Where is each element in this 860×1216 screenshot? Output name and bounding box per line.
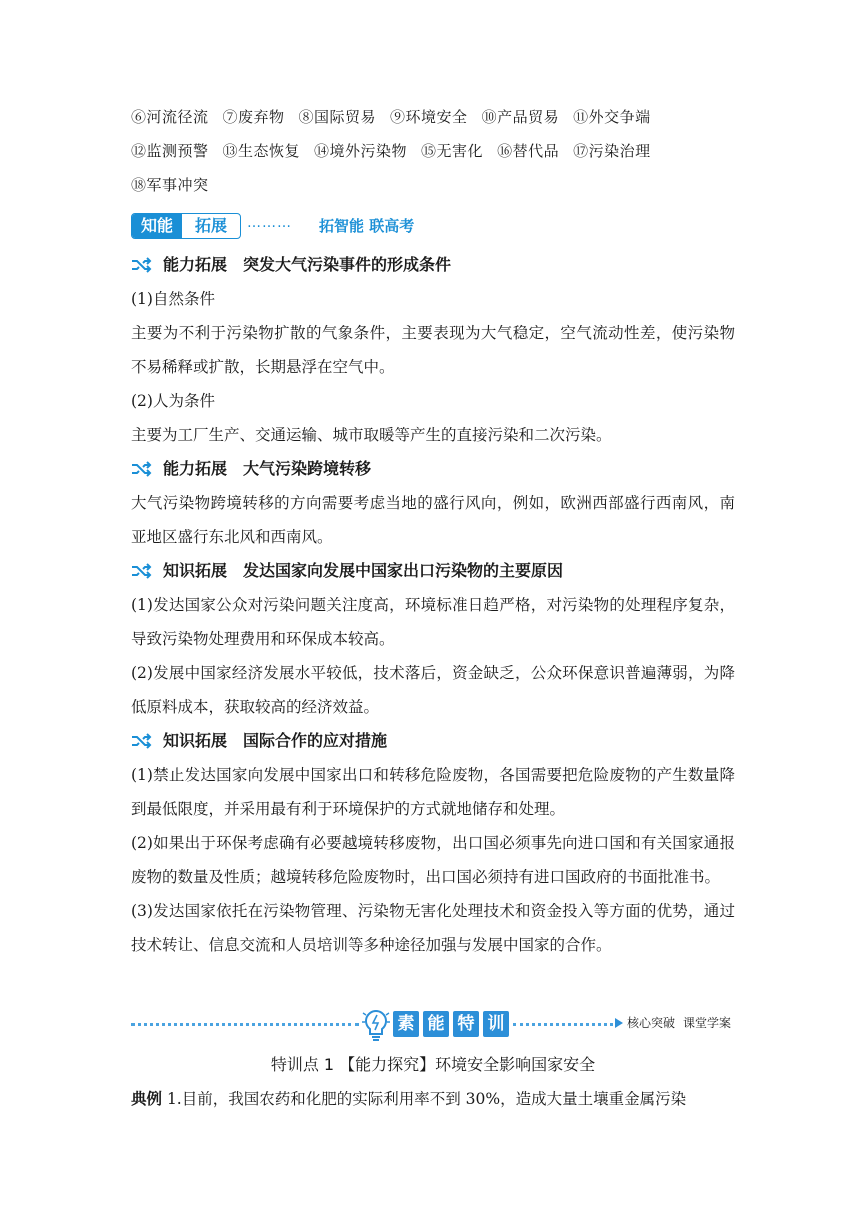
section-heading xyxy=(131,554,735,588)
paragraph: (3)发达国家依托在污染物管理、污染物无害化处理技术和资金投入等方面的优势，通过技术转让、信息交流和人员培训等多种途径加强与发展中国家的合作。 xyxy=(131,902,735,954)
banner-tile: 特 xyxy=(453,1011,479,1037)
key-term: ⑨环境安全 xyxy=(390,108,468,126)
section-type: 能力拓展 xyxy=(163,255,228,274)
section-title: 突发大气污染事件的形成条件 xyxy=(243,255,452,274)
expansion-body xyxy=(131,248,735,962)
zhineng-tuozhan-header xyxy=(131,210,441,240)
triangle-arrow-icon xyxy=(615,1018,623,1028)
shuffle-icon xyxy=(131,461,153,477)
section-heading xyxy=(131,248,735,282)
section-type: 能力拓展 xyxy=(163,459,228,478)
paragraph: 大气污染物跨境转移的方向需要考虑当地的盛行风向，例如，欧洲西部盛行西南风，南亚地区盛行东北风和西南风。 xyxy=(131,494,735,546)
key-term: ⑧国际贸易 xyxy=(298,108,377,126)
key-term: ⑯替代品 xyxy=(497,142,560,160)
section-title: 大气污染跨境转移 xyxy=(243,459,372,478)
badge-subtitle: 拓智能 联高考 xyxy=(319,217,415,235)
paragraph: 主要为工厂生产、交通运输、城市取暖等产生的直接污染和二次污染。 xyxy=(131,426,612,444)
section-badge xyxy=(131,213,241,239)
key-term: ⑭境外污染物 xyxy=(314,142,408,160)
paragraph: (1)禁止发达国家向发展中国家出口和转移危险废物，各国需要把危险废物的产生数量降到最低限度，并采用最有利于环境保护的方式就地储存和处理。 xyxy=(131,766,735,818)
banner-tiles xyxy=(393,1011,513,1037)
banner-tile: 训 xyxy=(483,1011,509,1037)
page-content xyxy=(131,100,735,1108)
banner-tile: 能 xyxy=(423,1011,449,1037)
example-label: 典例 xyxy=(131,1090,163,1108)
section-type: 知识拓展 xyxy=(163,731,228,750)
training-point-title: 特训点 1 【能力探究】环境安全影响国家安全 xyxy=(270,1055,596,1074)
key-term: ⑮无害化 xyxy=(421,142,484,160)
suneng-texun-banner xyxy=(131,1005,735,1045)
paragraph: (2)人为条件 xyxy=(131,392,215,410)
paragraph: (2)发展中国家经济发展水平较低，技术落后，资金缺乏，公众环保意识普遍薄弱，为降低原料成本，获取较高的经济效益。 xyxy=(131,664,735,716)
key-term: ⑫监测预警 xyxy=(131,142,209,160)
key-term: ⑥河流径流 xyxy=(131,108,209,126)
badge-dots: ……… xyxy=(247,215,292,231)
badge-left-text: 知能 xyxy=(132,214,182,238)
shuffle-icon xyxy=(131,733,153,749)
key-terms-line-2 xyxy=(131,134,735,168)
paragraph: 主要为不利于污染物扩散的气象条件，主要表现为大气稳定，空气流动性差，使污染物不易稀释或扩散，长期悬浮在空气中。 xyxy=(131,324,735,376)
banner-label: 课堂学案 xyxy=(683,1016,732,1030)
paragraph: (1)发达国家公众对污染问题关注度高，环境标准日趋严格，对污染物的处理程序复杂，导致污染物处理费用和环保成本较高。 xyxy=(131,596,735,648)
example-line xyxy=(131,1082,735,1116)
section-title: 国际合作的应对措施 xyxy=(243,731,388,750)
key-term: ⑱军事冲突 xyxy=(131,176,209,194)
shuffle-icon xyxy=(131,563,153,579)
banner-label: 核心突破 xyxy=(627,1016,676,1030)
section-title: 发达国家向发展中国家出口污染物的主要原因 xyxy=(243,561,564,580)
key-terms-line-3 xyxy=(131,168,735,202)
section-type: 知识拓展 xyxy=(163,561,228,580)
key-term: ⑪外交争端 xyxy=(573,108,651,126)
banner-right-labels xyxy=(627,1014,739,1031)
badge-right-text: 拓展 xyxy=(194,216,227,235)
key-terms-line-1 xyxy=(131,100,735,134)
banner-dotted-line xyxy=(513,1023,613,1026)
shuffle-icon xyxy=(131,257,153,273)
section-heading xyxy=(131,724,735,758)
paragraph: (2)如果出于环保考虑确有必要越境转移废物，出口国必须事先向进口国和有关国家通报废物的数量及性质；越境转移危险废物时，出口国必须持有进口国政府的书面批准书。 xyxy=(131,834,735,886)
section-heading xyxy=(131,452,735,486)
key-term: ⑬生态恢复 xyxy=(222,142,301,160)
key-term: ⑦废弃物 xyxy=(222,108,285,126)
lightbulb-icon xyxy=(361,1007,391,1043)
banner-tile: 素 xyxy=(393,1011,419,1037)
example-text: 1.目前，我国农药和化肥的实际利用率不到 30%，造成大量土壤重金属污染 xyxy=(162,1090,687,1108)
key-term: ⑰污染治理 xyxy=(573,142,651,160)
key-term: ⑩产品贸易 xyxy=(481,108,560,126)
paragraph: (1)自然条件 xyxy=(131,290,215,308)
banner-dotted-line xyxy=(131,1023,359,1026)
